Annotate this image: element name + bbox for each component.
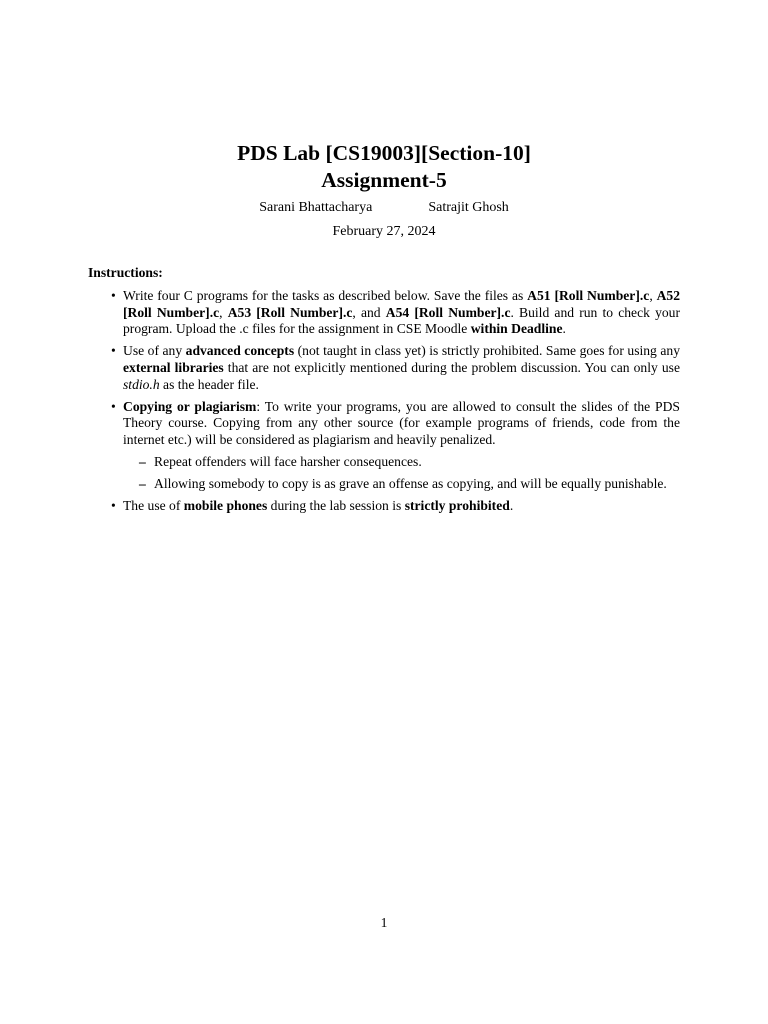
title-line-2: Assignment-5 xyxy=(321,168,447,192)
emphasis: external libraries xyxy=(123,359,224,375)
emphasis: mobile phones xyxy=(183,497,268,513)
emphasis: advanced concepts xyxy=(185,343,295,359)
emphasis: strictly prohibited xyxy=(404,497,510,513)
emphasis: within Deadline xyxy=(470,321,563,337)
author-2: Satrajit Ghosh xyxy=(428,200,509,215)
document-title xyxy=(0,140,768,194)
sub-list-item: – Repeat offenders will face harsher consequences. xyxy=(139,453,422,469)
filename: A51 [Roll Number].c xyxy=(527,287,650,303)
dash-icon: – xyxy=(139,475,146,491)
header-file-name: stdio.h xyxy=(123,376,160,392)
bullet-icon: • xyxy=(111,343,116,359)
sub-list xyxy=(123,454,680,493)
authors xyxy=(0,199,768,217)
bullet-icon: • xyxy=(111,497,116,513)
filename: A52 [Roll Number].c xyxy=(123,287,681,320)
instructions-heading: Instructions: xyxy=(88,265,163,280)
page-number: 1 xyxy=(380,915,388,930)
emphasis: Copying or plagiarism xyxy=(123,398,257,414)
bullet-icon: • xyxy=(111,287,116,303)
instructions-section xyxy=(88,265,680,519)
title-line-1: PDS Lab [CS19003][Section-10] xyxy=(237,141,531,165)
sub-list-item: – Allowing somebody to copy is as grave an offense as copying, and will be equally punishable. xyxy=(139,475,667,491)
document-header xyxy=(0,140,768,241)
list-item: • Use of any advanced concepts (not taught in class yet) is strictly prohibited. Same goes for using any external libraries that are not explicitly mentioned during the problem discussion. You can only use stdio.h as the header file. xyxy=(111,343,680,392)
dash-icon: – xyxy=(139,453,146,469)
author-1: Sarani Bhattacharya xyxy=(259,200,373,215)
list-item: • Write four C programs for the tasks as described below. Save the files as A51 [Roll Number].c, A52 [Roll Number].c, A53 [Roll Number].c, and A54 [Roll Number].c. Build and run to check your program. Upload the .c files for the assignment in CSE Moodle within Deadline. xyxy=(111,287,681,337)
filename: A54 [Roll Number].c xyxy=(385,304,511,320)
list-item: • Copying or plagiarism: To write your programs, you are allowed to consult the slides of the PDS Theory course. Copying from any other source (for example programs of friends, code from the internet etc.) will be considered as plagiarism and heavily penalized. – Repeat offenders will face harsher consequences. – Allowing somebody to copy is as grave an offense as copying, and will be equally punishable. xyxy=(111,398,680,491)
document-date: February 27, 2024 xyxy=(332,224,436,239)
bullet-icon: • xyxy=(111,398,116,414)
list-item: • The use of mobile phones during the lab session is strictly prohibited. xyxy=(111,497,514,513)
instructions-list xyxy=(88,288,680,515)
filename: A53 [Roll Number].c xyxy=(227,304,353,320)
